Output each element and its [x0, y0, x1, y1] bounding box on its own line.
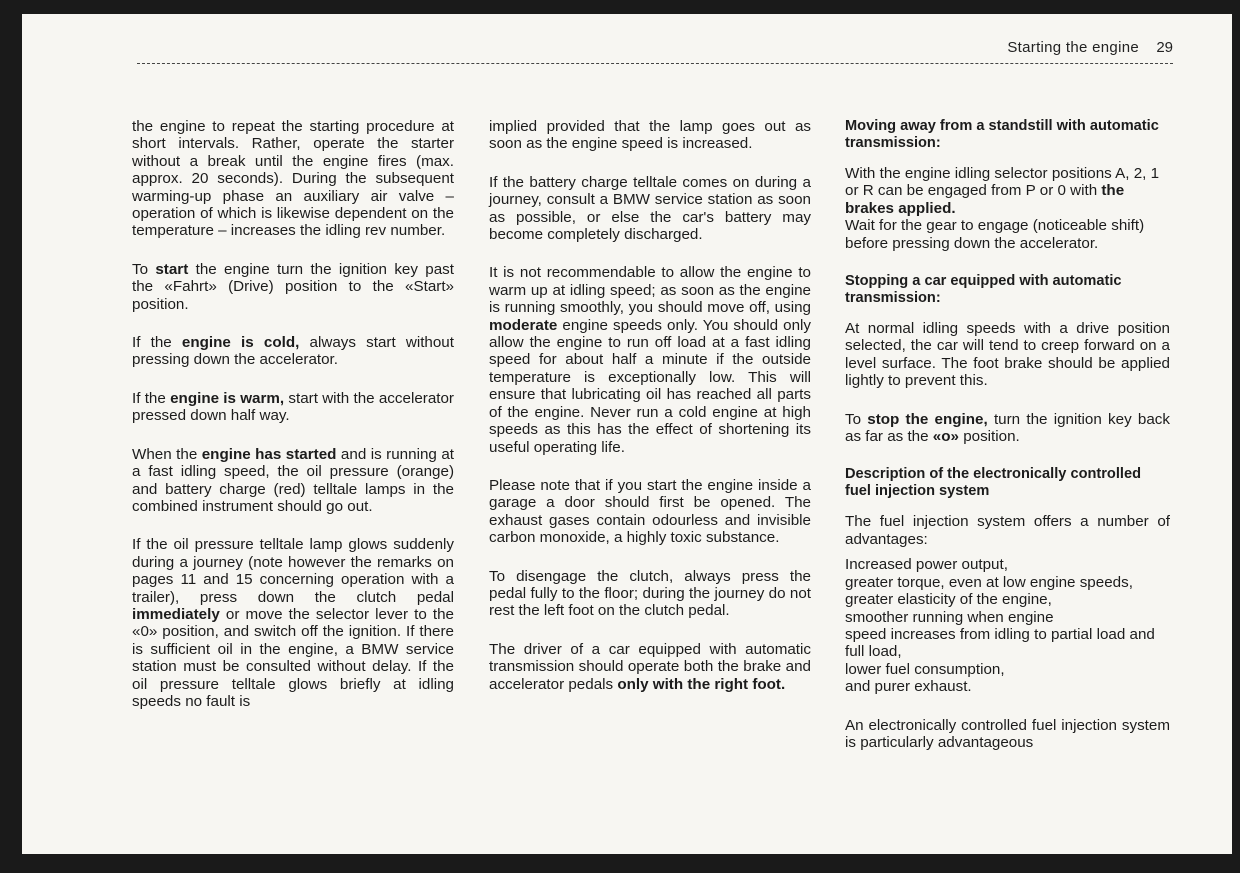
list-item: greater elasticity of the engine,: [845, 591, 1052, 609]
paragraph: implied provided that the lamp goes out as soon as the engine speed is increased.: [489, 118, 811, 153]
section-heading: Description of the electronically controlled fuel injection system: [845, 466, 1141, 500]
paragraph: When the engine has started and is running at a fast idling speed, the oil pressure (orange) and battery charge (red) telltale lamps in the combined instrument should go out.: [132, 445, 454, 515]
list-item: and purer exhaust.: [845, 678, 972, 696]
column-2: [489, 118, 811, 714]
paragraph: It is not recommendable to allow the engine to warm up at idling speed; as soon as the engine is running smoothly, you should move off, using moderate engine speeds only. You should only allow the engine to run off load at a fast idling speed for about half a minute if the outside temperature is exceptionally low. This will ensure that lubricating oil has reached all parts of the engine. Never run a cold engine at high speeds as this has the effect of shortening its useful operating life.: [489, 264, 811, 456]
section-heading: Moving away from a standstill with automatic transmission:: [845, 118, 1159, 151]
page-title: Starting the engine: [1007, 39, 1139, 56]
list-item: speed increases from idling to partial load and full load,: [845, 625, 1155, 661]
list-item: Increased power output,: [845, 556, 1008, 574]
paragraph: Please note that if you start the engine inside a garage a door should first be opened. The exhaust gases contain odourless and invisible carbon monoxide, a highly toxic substance.: [489, 476, 811, 547]
paragraph: To start the engine turn the ignition key past the «Fahrt» (Drive) position to the «Start» position.: [132, 260, 454, 313]
paragraph: An electronically controlled fuel injection system is particularly advantageous: [845, 716, 1170, 751]
paragraph: With the engine idling selector positions A, 2, 1 or R can be engaged from P or 0 with the brakes applied. Wait for the gear to engage (noticeable shift) before pressing down the accelerator.: [845, 165, 1160, 252]
paragraph: the engine to repeat the starting procedure at short intervals. Rather, operate the starter without a break until the engine fires (max. approx. 20 seconds). During the subsequent warming-up phase an auxiliary air valve – operation of which is likewise dependent on the temperature – increases the idling rev number.: [132, 118, 454, 240]
column-1: [132, 118, 454, 731]
paragraph: The driver of a car equipped with automatic transmission should operate both the brake and accelerator pedals only with the right foot.: [489, 640, 811, 693]
list-item: greater torque, even at low engine speeds,: [845, 573, 1133, 591]
advantages-list: [845, 556, 1170, 695]
paragraph: The fuel injection system offers a number of advantages:: [845, 513, 1170, 548]
paragraph: If the engine is warm, start with the accelerator pressed down half way.: [132, 389, 454, 425]
column-3: [845, 118, 1170, 772]
section-heading: Stopping a car equipped with automatic transmission:: [845, 273, 1122, 307]
paragraph: If the battery charge telltale comes on during a journey, consult a BMW service station as soon as possible, or else the car's battery may become completely discharged.: [489, 173, 811, 244]
paragraph: To stop the engine, turn the ignition key back as far as the «o» position.: [845, 410, 1170, 446]
bold-start: start: [155, 260, 189, 278]
paragraph: If the oil pressure telltale lamp glows suddenly during a journey (note however the remarks on pages 11 and 15 concerning operation with a trailer), press down the clutch pedal immediately or move the selector lever to the «0» position, and switch off the ignition. If there is sufficient oil in the engine, a BMW service station must be consulted without delay. If the oil pressure telltale glows briefly at idling speeds no fault is: [132, 536, 454, 710]
manual-page: [22, 14, 1232, 854]
paragraph: If the engine is cold, always start without pressing down the accelerator.: [132, 334, 454, 369]
list-item: lower fuel consumption,: [845, 660, 1005, 678]
page-header: [137, 35, 1173, 64]
list-item: smoother running when engine: [845, 608, 1054, 626]
page-number: 29: [1156, 39, 1173, 56]
paragraph: To disengage the clutch, always press the pedal fully to the floor; during the journey do not rest the left foot on the clutch pedal.: [489, 567, 811, 620]
paragraph: At normal idling speeds with a drive position selected, the car will tend to creep forward on a level surface. The foot brake should be applied lightly to prevent this.: [845, 320, 1170, 390]
